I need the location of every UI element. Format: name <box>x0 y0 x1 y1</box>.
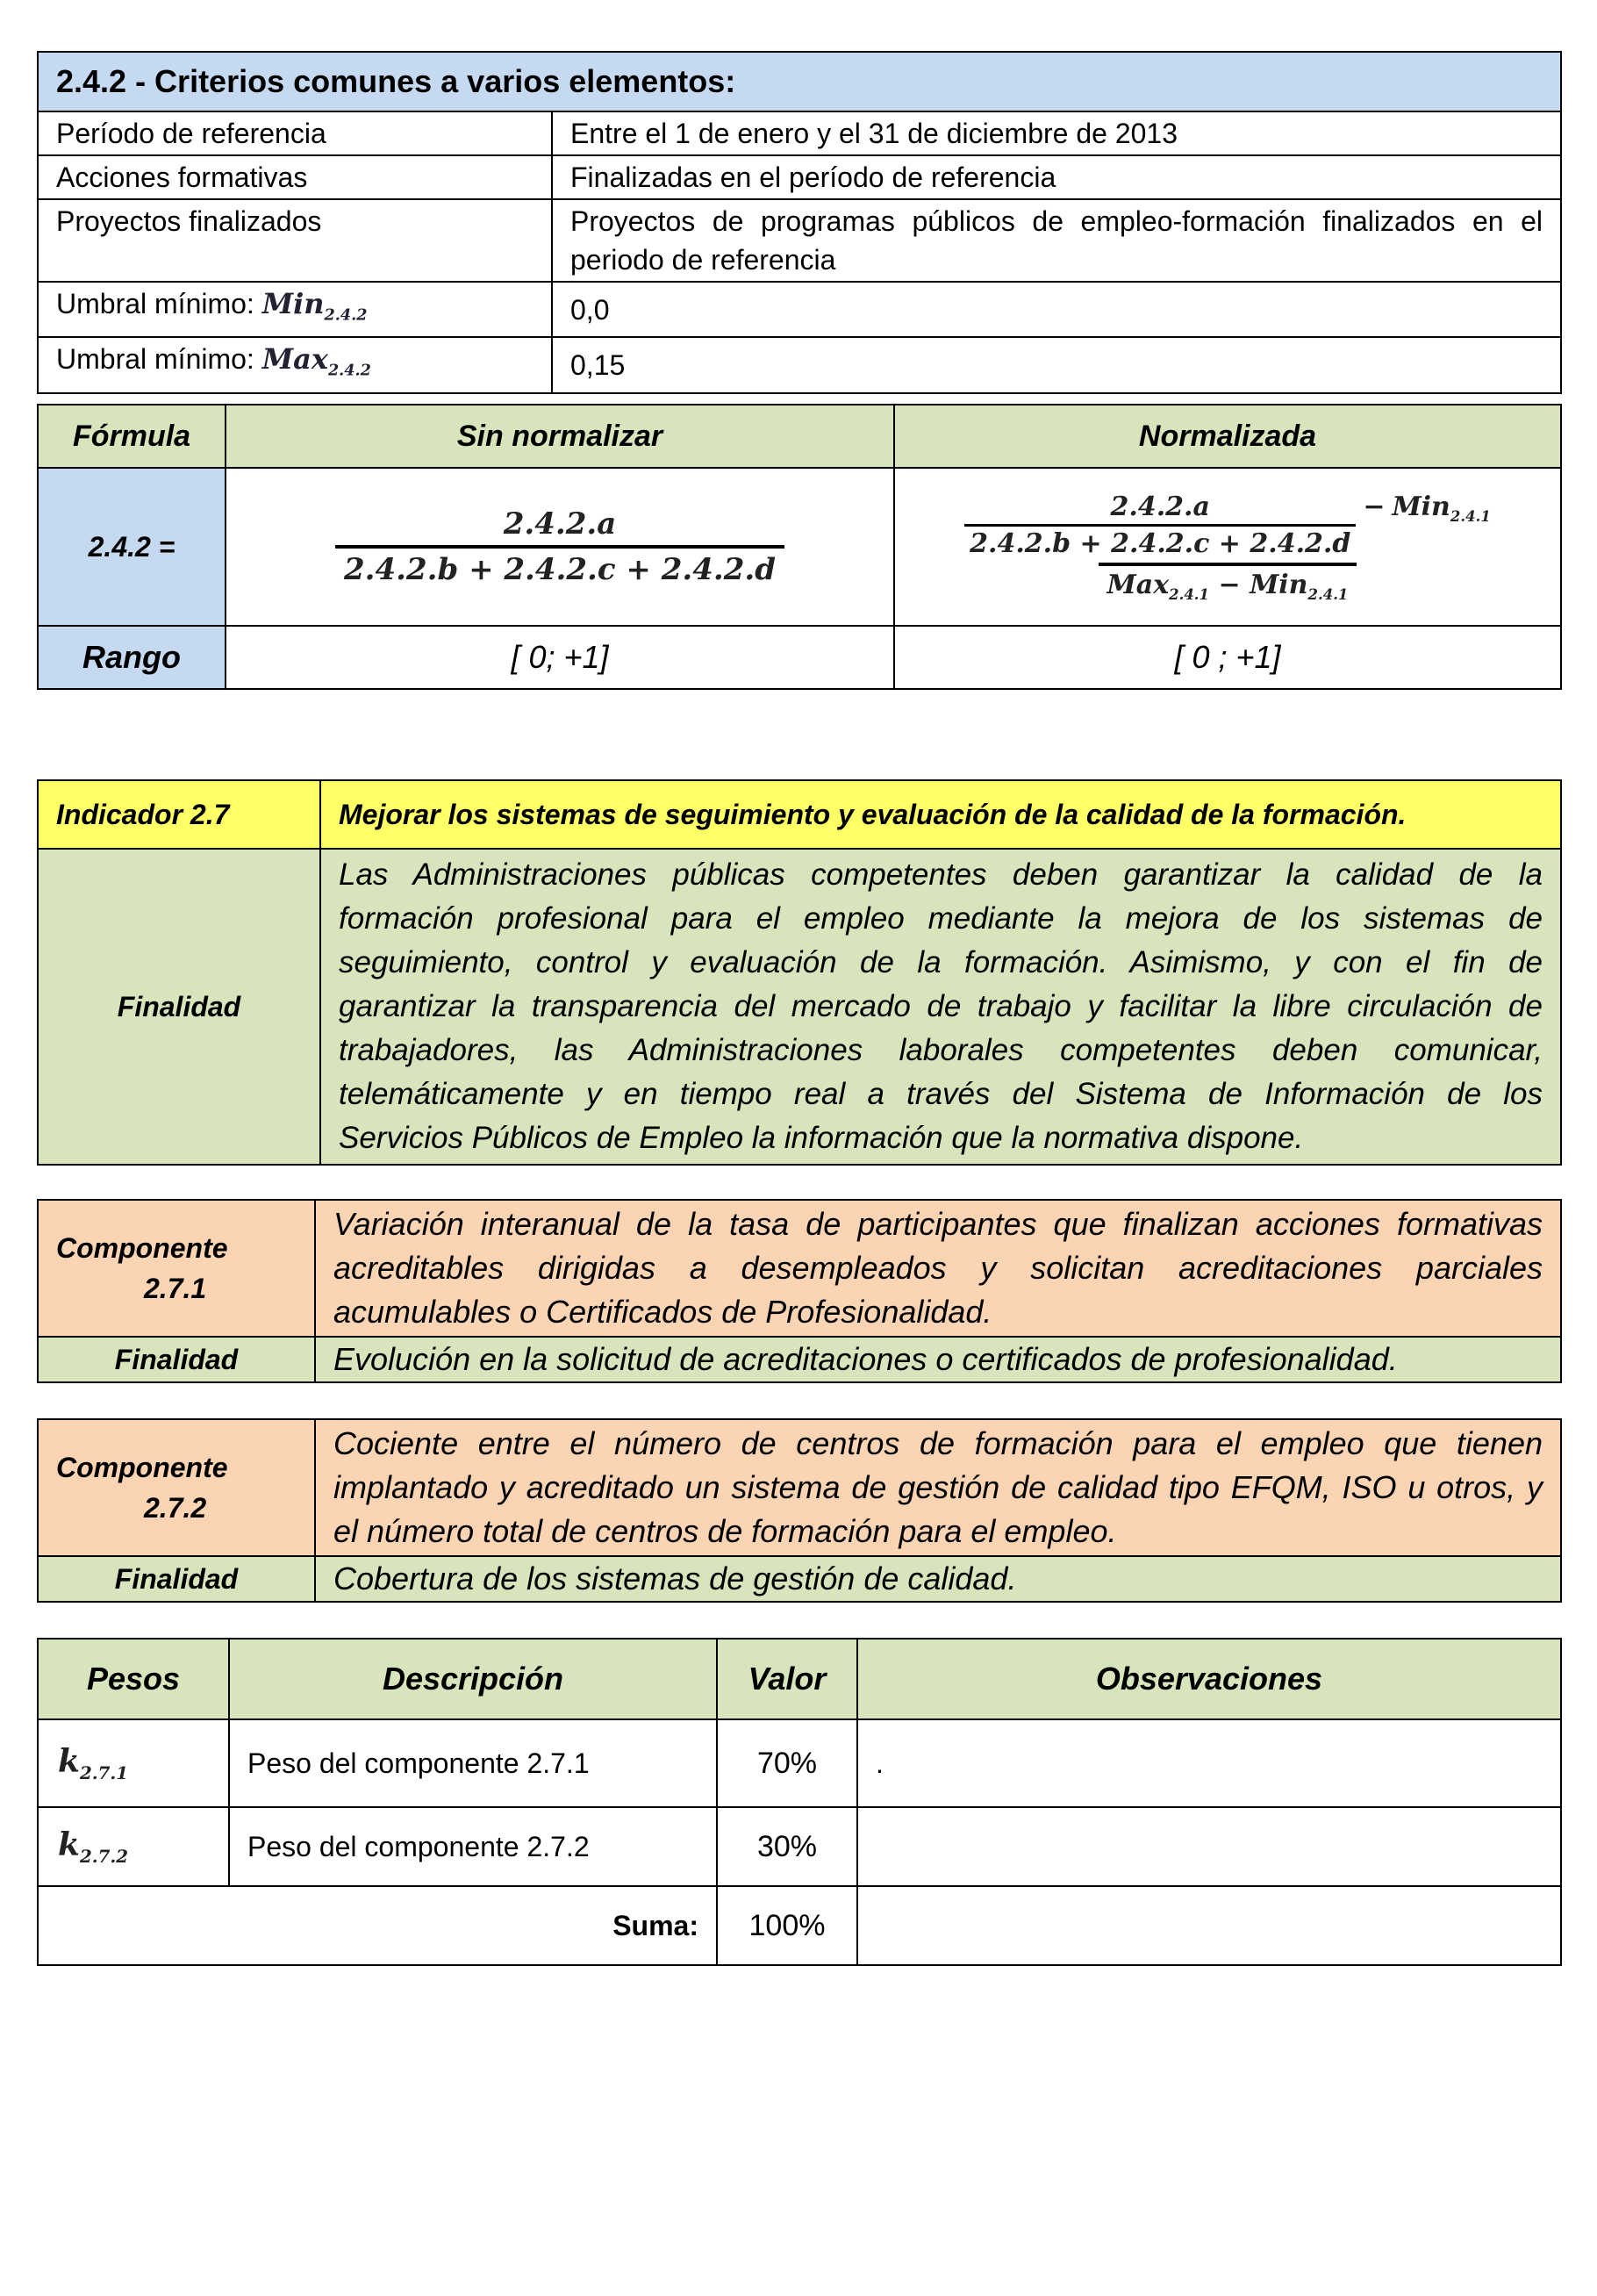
table-row <box>38 1807 1561 1886</box>
row-value: 0,0 <box>552 282 1561 337</box>
indicador-label: Indicador 2.7 <box>38 780 320 849</box>
umbral-label: Umbral mínimo: <box>56 288 254 319</box>
row-value: Proyectos de programas públicos de empleo-formación finalizados en el periodo de referencia <box>552 199 1561 282</box>
min-symbol <box>261 287 368 325</box>
table-row <box>38 199 1561 282</box>
weight-observation: . <box>857 1719 1561 1807</box>
max-symbol <box>261 342 371 380</box>
indicador-table <box>37 779 1562 1166</box>
suma-value: 100% <box>717 1886 857 1965</box>
header-valor: Valor <box>717 1639 857 1719</box>
componente-label <box>38 1419 315 1556</box>
den-minus: − <box>1209 569 1250 600</box>
row-value: Entre el 1 de enero y el 31 de diciembre de 2013 <box>552 111 1561 155</box>
finalidad-label: Finalidad <box>38 1556 315 1602</box>
row-label: Período de referencia <box>38 111 552 155</box>
weight-observation <box>857 1807 1561 1886</box>
header-normalizada: Normalizada <box>894 405 1561 468</box>
formula-table <box>37 404 1562 690</box>
criterios-table <box>37 51 1562 394</box>
table-row <box>38 337 1561 392</box>
max-text: Max <box>1106 569 1170 600</box>
finalidad-text: Cobertura de los sistemas de gestión de calidad. <box>315 1556 1561 1602</box>
finalidad-text: Evolución en la solicitud de acreditaciones o certificados de profesionalidad. <box>315 1337 1561 1382</box>
table-row <box>38 282 1561 337</box>
rango-label: Rango <box>38 626 226 689</box>
max-sub: 2.4.1 <box>1169 585 1210 603</box>
row-label: Proyectos finalizados <box>38 199 552 282</box>
indicador-title: Mejorar los sistemas de seguimiento y evaluación de la calidad de la formación. <box>320 780 1561 849</box>
weight-description: Peso del componente 2.7.1 <box>229 1719 717 1807</box>
row-value: 0,15 <box>552 337 1561 392</box>
table-row <box>38 1719 1561 1807</box>
weight-value: 30% <box>717 1807 857 1886</box>
formula-normalizada <box>894 468 1561 626</box>
pesos-table <box>37 1638 1562 1966</box>
row-value: Finalizadas en el período de referencia <box>552 155 1561 199</box>
fraction-numerator: 2.4.2.a <box>503 506 617 542</box>
suma-observation <box>857 1886 1561 1965</box>
componente-description <box>315 1419 1561 1556</box>
fraction-denominator: 2.4.2.b + 2.4.2.c + 2.4.2.d <box>335 545 784 587</box>
componente-label <box>38 1200 315 1337</box>
formula-sin-normalizar <box>226 468 894 626</box>
finalidad-text <box>320 849 1561 1165</box>
componente-word: Componente <box>56 1452 228 1483</box>
inner-numerator: 2.4.2.a <box>1110 491 1210 522</box>
text-line: formación profesional para el empleo mediante la mejora de los sistemas de <box>339 901 1543 936</box>
weight-sub: 2.7.1 <box>79 1762 129 1784</box>
row-label: Acciones formativas <box>38 155 552 199</box>
min-symbol-text: Min <box>261 287 325 320</box>
weight-sub: 2.7.2 <box>79 1846 129 1868</box>
header-formula: Fórmula <box>38 405 226 468</box>
den-min-text: Min <box>1250 569 1308 600</box>
inner-fraction <box>964 491 1356 559</box>
rango-normalizada: [ 0 ; +1] <box>894 626 1561 689</box>
text-line: acreditables dirigidas a desempleados y solicitan acreditaciones parciales <box>333 1250 1543 1286</box>
umbral-label: Umbral mínimo: <box>56 343 254 376</box>
max-symbol-sub: 2.4.2 <box>327 361 371 380</box>
text-line: Cociente entre el número de centros de formación para el empleo que tienen <box>333 1425 1543 1461</box>
text-line: garantizar la transparencia del mercado de trabajo y facilitar la libre circulación de <box>339 989 1543 1023</box>
text-line: implantado y acreditado un sistema de gestión de calidad tipo EFQM, ISO u otros, y <box>333 1469 1543 1505</box>
min-symbol-sub: 2.4.2 <box>324 305 368 325</box>
componente-number: 2.7.2 <box>144 1492 207 1524</box>
componente-word: Componente <box>56 1232 228 1264</box>
formula-row-label: 2.4.2 = <box>38 468 226 626</box>
row-label <box>38 337 552 392</box>
weight-description: Peso del componente 2.7.2 <box>229 1807 717 1886</box>
text-line: telemáticamente y en tiempo real a través del Sistema de Información de los <box>339 1077 1543 1111</box>
table-row <box>38 155 1561 199</box>
header-sin-normalizar: Sin normalizar <box>226 405 894 468</box>
inner-denominator: 2.4.2.b + 2.4.2.c + 2.4.2.d <box>964 524 1356 559</box>
componente-2-7-1-table <box>37 1199 1562 1383</box>
text-line: el número total de centros de formación para el empleo. <box>333 1513 1117 1549</box>
componente-description <box>315 1200 1561 1337</box>
text-line: Las Administraciones públicas competentes deben garantizar la calidad de la <box>339 857 1543 892</box>
row-label <box>38 282 552 337</box>
componente-2-7-2-table <box>37 1418 1562 1603</box>
componente-number: 2.7.1 <box>144 1273 207 1304</box>
weight-k: k <box>58 1826 80 1863</box>
weight-k: k <box>58 1742 80 1780</box>
weight-symbol <box>38 1719 229 1807</box>
max-symbol-text: Max <box>261 342 328 377</box>
suma-label: Suma: <box>38 1886 717 1965</box>
normalized-denominator <box>1099 563 1357 603</box>
weight-symbol <box>38 1807 229 1886</box>
header-pesos: Pesos <box>38 1639 229 1719</box>
header-observaciones: Observaciones <box>857 1639 1561 1719</box>
text-line: acumulables o Certificados de Profesionalidad. <box>333 1294 992 1330</box>
table-row <box>38 1886 1561 1965</box>
weight-value: 70% <box>717 1719 857 1807</box>
rango-sin-normalizar: [ 0; +1] <box>226 626 894 689</box>
text-line: seguimiento, control y evaluación de la formación. Asimismo, y con el fin de <box>339 945 1543 979</box>
normalized-fraction <box>956 491 1500 603</box>
min-text: Min <box>1392 491 1450 522</box>
min-sub: 2.4.1 <box>1450 507 1491 525</box>
min-term <box>1392 491 1491 525</box>
text-line: trabajadores, las Administraciones laborales competentes deben comunicar, <box>339 1033 1543 1067</box>
minus-sign: − <box>1363 491 1386 522</box>
header-descripcion: Descripción <box>229 1639 717 1719</box>
text-line: Variación interanual de la tasa de participantes que finalizan acciones formativas <box>333 1206 1543 1242</box>
criterios-title: 2.4.2 - Criterios comunes a varios elementos: <box>38 52 1561 111</box>
text-line: Servicios Públicos de Empleo la información que la normativa dispone. <box>339 1121 1304 1155</box>
finalidad-label: Finalidad <box>38 1337 315 1382</box>
normalized-numerator <box>956 491 1500 563</box>
table-row <box>38 111 1561 155</box>
den-min-sub: 2.4.1 <box>1307 585 1349 603</box>
finalidad-label: Finalidad <box>38 849 320 1165</box>
fraction <box>335 506 784 587</box>
